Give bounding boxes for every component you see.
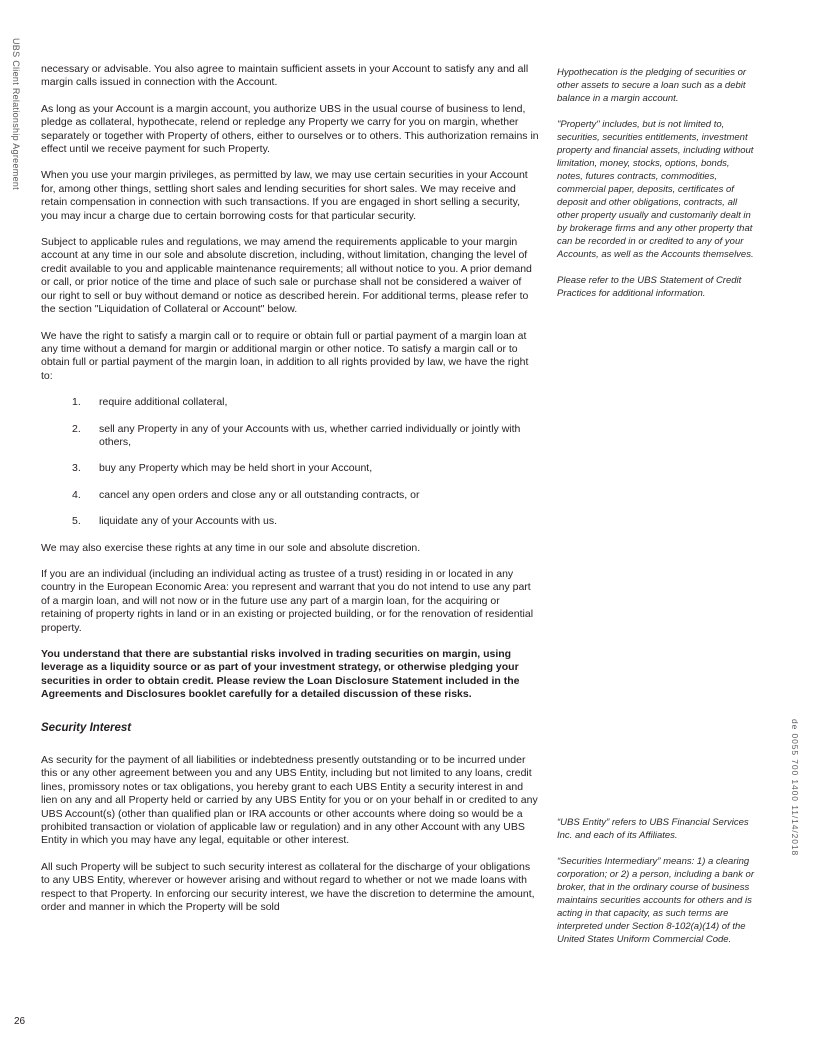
body-paragraph: As security for the payment of all liabilities or indebtedness presently outstanding or to be incurred under this or any other agreement between you and any UBS Entity, including but not limited to any loans, credit lines, promissory notes or tax obligations, you hereby grant to each UBS Entity a security interest in and lien on any and all Property held or carried by any UBS Entity for you or on your behalf in or credited to any UBS Account(s) (other than qualified plan or IRA accounts or other accounts where doing so would be a prohibited transaction or violation of applicable law or regulation) and in any other Account with any UBS Entity in which you may have any legal, equitable or other interest.	[41, 754, 538, 847]
list-item-number: 4.	[72, 488, 81, 501]
body-paragraph: As long as your Account is a margin account, you authorize UBS in the usual course of business to lend, pledge as collateral, hypothecate, relend or repledge any Property we carry for you on margin, whether separately or together with Property of others, either to ourselves or to others. This authorization remains in effect until we receive payment for such Property.	[41, 102, 539, 156]
list-item-text: sell any Property in any of your Accounts with us, whether carried individually or jointly with others,	[99, 422, 521, 448]
list-item	[41, 396, 539, 409]
margin-note: "Property" includes, but is not limited to, securities, securities entitlements, investment property and financial assets, including without limitation, money, stocks, options, bonds, notes, futures contracts, commodities, commercial paper, deposits, certificates of deposit and other obligations, contracts, all other property usually and customarily dealt in by brokerage firms and any other property that can be recorded in or credited to any of your Accounts, as well as the Accounts themselves.	[557, 119, 754, 260]
list-item-text: require additional collateral,	[99, 396, 228, 409]
margin-note: Please refer to the UBS Statement of Credit Practices for additional information.	[557, 275, 742, 299]
list-item-number: 3.	[72, 462, 81, 475]
body-paragraph: When you use your margin privileges, as permitted by law, we may use certain securities in your Account for, among other things, settling short sales and lending securities for short sales. We may receive and retain compensation in connection with such transactions. If you are engaged in short selling a security, you may incur a charge due to certain borrowing costs for that particular security.	[41, 169, 528, 222]
risk-warning-paragraph: You understand that there are substantial risks involved in trading securities on margin, using leverage as a liquidity source or as part of your investment strategy, or otherwise pledging your securities in order to obtain credit. Please review the Loan Disclosure Statement included in the Agreements and Disclosures booklet carefully for a detailed discussion of these risks.	[41, 648, 520, 701]
margin-note: Hypothecation is the pledging of securities or other assets to secure a loan such as a debit balance in a margin account.	[557, 67, 747, 104]
body-paragraph: necessary or advisable. You also agree to maintain sufficient assets in your Account to satisfy any and all margin calls issued in connection with the Account.	[41, 63, 529, 89]
body-paragraph: We have the right to satisfy a margin call or to require or obtain full or partial payment of a margin loan at any time without a demand for margin or additional margin or other notice. To satisfy a margin call or to obtain full or partial payment of the margin loan, in addition to all rights provided by law, we have the right to:	[41, 329, 529, 382]
sidebar-vertical-title: UBS Client Relationship Agreement	[11, 38, 21, 190]
list-item-text: buy any Property which may be held short in your Account,	[99, 462, 373, 475]
list-item	[41, 515, 539, 528]
section-heading-security-interest: Security Interest	[41, 721, 132, 734]
margin-notes-top	[557, 66, 755, 313]
list-item	[41, 462, 539, 475]
list-item-number: 1.	[72, 396, 81, 409]
list-item-text: cancel any open orders and close any or all outstanding contracts, or	[99, 488, 420, 501]
page-number: 26	[14, 1016, 26, 1027]
main-text-column	[41, 63, 539, 928]
margin-note: “UBS Entity” refers to UBS Financial Services Inc. and each of its Affiliates.	[557, 817, 749, 841]
body-paragraph: Subject to applicable rules and regulations, we may amend the requirements applicable to your margin account at any time in our sole and absolute discretion, including, without limitation, changing the level of credit available to you and applicable maintenance requirements; all without notice to you. A prior demand or call, or prior notice of the time and place of such sale or purchase shall not be considered a waiver of our right to sell or buy without demand or notice as described herein. For additional terms, please refer to the section "Liquidation of Collateral or Account" below.	[41, 236, 532, 316]
list-item	[41, 489, 539, 502]
margin-note: “Securities Intermediary” means: 1) a clearing corporation; or 2) a person, including a bank or broker, that in the ordinary course of business maintains securities accounts for others and is acting in that capacity, as such terms are interpreted under Section 8-102(a)(14) of the United States Uniform Commercial Code.	[557, 856, 754, 945]
margin-notes-security-interest	[557, 816, 755, 959]
list-item-text: liquidate any of your Accounts with us.	[99, 515, 278, 528]
form-code-vertical-label: de 0055 700 1400 11/14/2018	[790, 719, 800, 857]
list-item	[41, 423, 539, 450]
list-item-number: 2.	[72, 422, 81, 435]
body-paragraph: We may also exercise these rights at any time in our sole and absolute discretion.	[41, 541, 421, 554]
body-paragraph: If you are an individual (including an individual acting as trustee of a trust) residing in or located in any country in the European Economic Area: you represent and warrant that you do not intend to use any part of a margin loan, and will not now or in the future use any part of a margin loan, for the acquiring or retaining of property rights in land or in an existing or projected building, or for the renovation of residential property.	[41, 567, 534, 634]
list-item-number: 5.	[72, 515, 81, 528]
body-paragraph: All such Property will be subject to such security interest as collateral for the discharge of your obligations to any UBS Entity, wherever or however arising and without regard to whether or not we made loans with respect to that Property. In enforcing our security interest, we have the discretion to determine the amount, order and manner in which the Property will be sold	[41, 860, 535, 914]
rights-numbered-list	[41, 396, 539, 528]
